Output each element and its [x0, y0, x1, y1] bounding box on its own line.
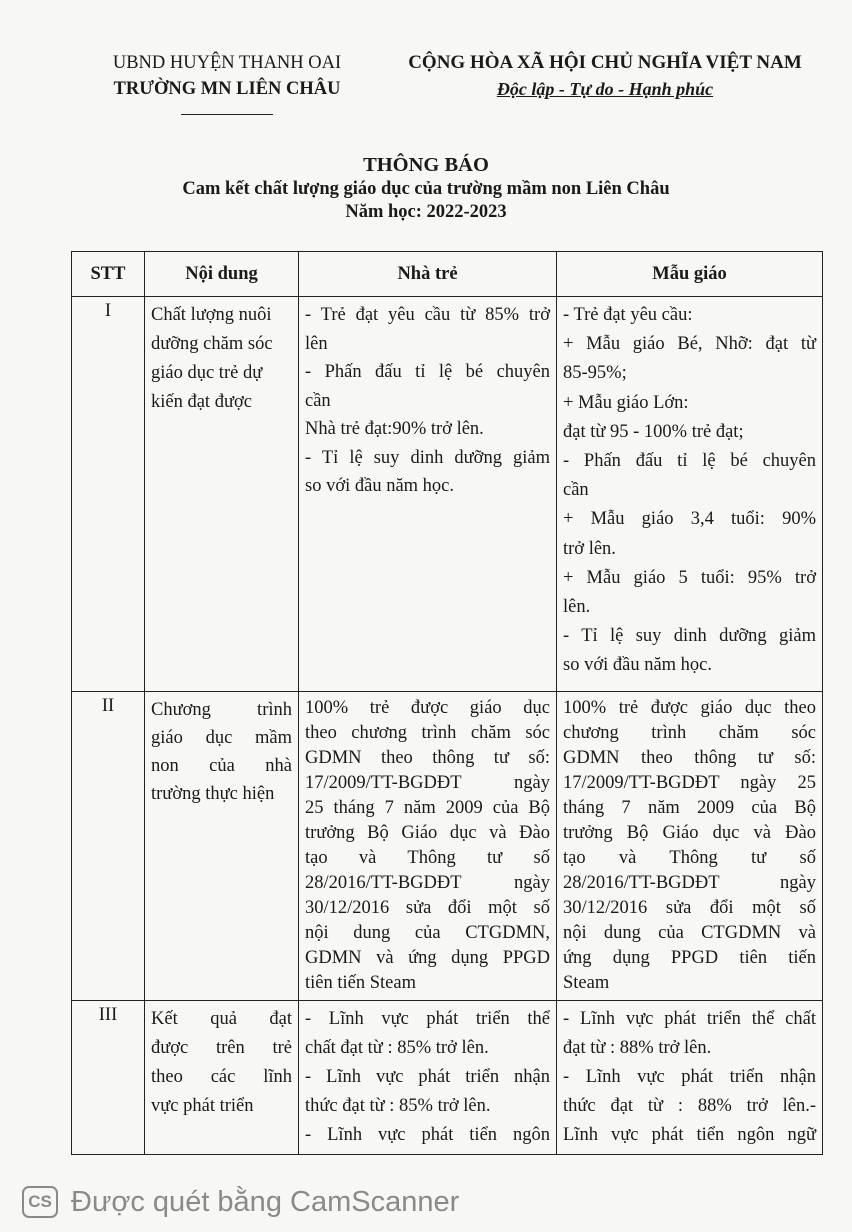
row-content: Chương trình giáo dục mầm non của nhà trường thực hiện [145, 692, 299, 1001]
camscanner-icon: CS [22, 1186, 58, 1218]
row-nha-tre: - Lĩnh vực phát triển thể chất đạt từ : 85% trở lên. - Lĩnh vực phát triển nhận thức đạt từ : 85% trở lên. - Lĩnh vực phát tiển ngôn [299, 1001, 557, 1155]
header-left-rule [181, 114, 273, 115]
title-line-3: Năm học: 2022-2023 [345, 202, 507, 222]
row-content: Kết quả đạt được trên trẻ theo các lĩnh vực phát triển [145, 1001, 299, 1155]
district-name: UBND HUYỆN THANH OAI [112, 53, 342, 73]
document-title [0, 152, 852, 224]
table-row [72, 692, 823, 1001]
national-motto: Độc lập - Tự do - Hạnh phúc [496, 79, 714, 99]
title-line-1: THÔNG BÁO [363, 154, 489, 176]
school-name: TRƯỜNG MN LIÊN CHÂU [113, 79, 341, 99]
title-line-2: Cam kết chất lượng giáo dục của trường mầm non Liên Châu [182, 179, 670, 199]
row-stt: II [72, 692, 145, 1001]
table-row [72, 1001, 823, 1155]
header-left [92, 50, 362, 115]
commitment-table [71, 251, 823, 1155]
header-right [395, 50, 815, 103]
table-row [72, 297, 823, 692]
row-nha-tre: 100% trẻ được giáo dục theo chương trình chăm sóc GDMN theo thông tư số: 17/2009/TT-BGDĐT ngày 25 tháng 7 năm 2009 của Bộ trưởng Bộ Giáo dục và Đào tạo và Thông tư số 28/2016/TT-BGDĐT ngày 30/12/2016 sửa đổi một số nội dung của CTGDMN, GDMN và ứng dụng PPGD tiên tiến Steam [299, 692, 557, 1001]
header-mau-giao: Mẫu giáo [557, 252, 823, 297]
row-mau-giao: - Trẻ đạt yêu cầu: + Mẫu giáo Bé, Nhỡ: đạt từ 85-95%; + Mẫu giáo Lớn: đạt từ 95 - 100% trẻ đạt; - Phấn đấu tỉ lệ bé chuyên cần + Mẫu giáo 3,4 tuổi: 90% trở lên. + Mẫu giáo 5 tuổi: 95% trở lên. - Tỉ lệ suy dinh dưỡng giảm so với đầu năm học. [557, 297, 823, 692]
national-title: CỘNG HÒA XÃ HỘI CHỦ NGHĨA VIỆT NAM [408, 52, 802, 73]
header-noi-dung: Nội dung [145, 252, 299, 297]
scanner-watermark [22, 1180, 459, 1224]
row-content: Chất lượng nuôi dưỡng chăm sóc giáo dục trẻ dự kiến đạt được [145, 297, 299, 692]
table-header-row [72, 252, 823, 297]
header-nha-tre: Nhà trẻ [299, 252, 557, 297]
row-nha-tre: - Trẻ đạt yêu cầu từ 85% trở lên - Phấn đấu tỉ lệ bé chuyên cần Nhà trẻ đạt:90% trở lên. - Tỉ lệ suy dinh dưỡng giảm so với đầu năm học. [299, 297, 557, 692]
row-stt: I [72, 297, 145, 692]
header-stt: STT [72, 252, 145, 297]
row-mau-giao: - Lĩnh vực phát triển thể chất đạt từ : 88% trở lên. - Lĩnh vực phát triển nhận thức đạt từ : 88% trở lên.- Lĩnh vực phát tiển ngôn ngữ [557, 1001, 823, 1155]
row-mau-giao: 100% trẻ được giáo dục theo chương trình chăm sóc GDMN theo thông tư số: 17/2009/TT-BGDĐT ngày 25 tháng 7 năm 2009 của Bộ trưởng Bộ Giáo dục và Đào tạo và Thông tư số 28/2016/TT-BGDĐT ngày 30/12/2016 sửa đổi một số nội dung của CTGDMN và ứng dụng PPGD tiên tiến Steam [557, 692, 823, 1001]
scanner-watermark-text: Được quét bằng CamScanner [71, 1185, 460, 1218]
row-stt: III [72, 1001, 145, 1155]
